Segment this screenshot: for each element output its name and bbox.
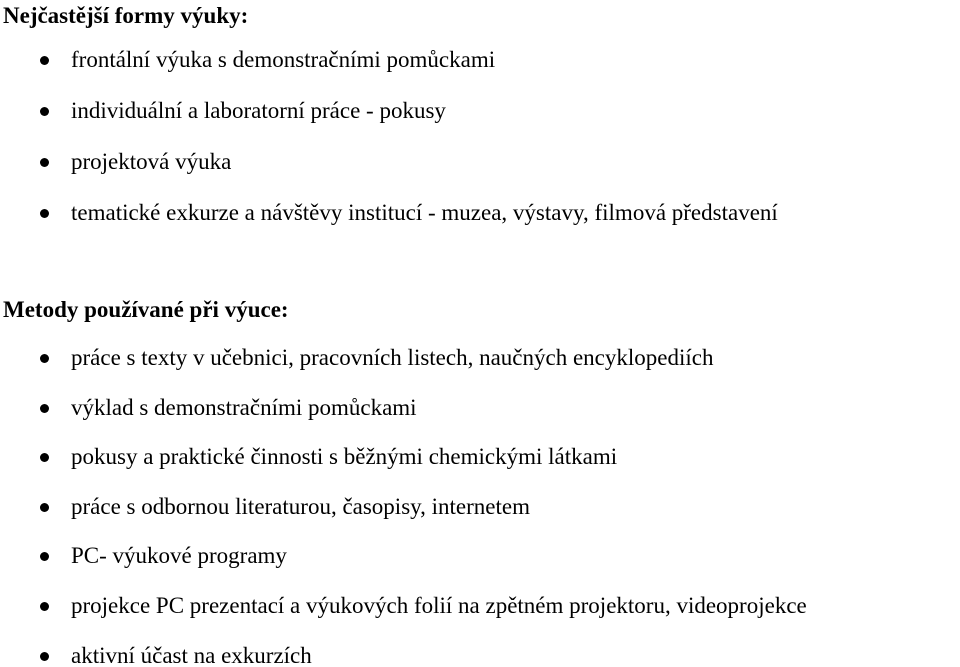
list-item-text: pokusy a praktické činnosti s běžnými chemickými látkami (71, 444, 618, 470)
section-heading-forms: Nejčastější formy výuky: (3, 3, 249, 28)
list-item-text: individuální a laboratorní práce - pokusy (71, 98, 446, 123)
bullet-dot-icon (40, 602, 49, 611)
list-item-text: frontální výuka s demonstračními pomůckami (71, 47, 496, 72)
bullet-dot-icon (40, 56, 49, 65)
list-item-text: PC- výukové programy (71, 543, 287, 569)
list-item-text: projektová výuka (71, 149, 232, 174)
list-item-text: práce s texty v učebnici, pracovních listech, naučných encyklopediích (71, 345, 714, 370)
list-item-text: tematické exkurze a návštěvy institucí - muzea, výstavy, filmová představení (71, 200, 778, 225)
section-heading-methods: Metody používané při výuce: (3, 297, 289, 322)
bullet-dot-icon (40, 652, 49, 661)
bullet-dot-icon (40, 453, 49, 462)
list-item-text: projekce PC prezentací a výukových folií na zpětném projektoru, videoprojekce (71, 592, 807, 618)
bullet-dot-icon (40, 158, 49, 167)
bullet-dot-icon (40, 552, 49, 561)
bullet-dot-icon (40, 354, 49, 363)
list-item-text: výklad s demonstračními pomůckami (71, 394, 417, 420)
list-item-text: práce s odbornou literaturou, časopisy, internetem (71, 493, 531, 519)
bullet-dot-icon (40, 209, 49, 218)
bullet-dot-icon (40, 503, 49, 512)
bullet-dot-icon (40, 107, 49, 116)
list-item-text: aktivní účast na exkurzích (71, 642, 312, 667)
bullet-dot-icon (40, 404, 49, 413)
